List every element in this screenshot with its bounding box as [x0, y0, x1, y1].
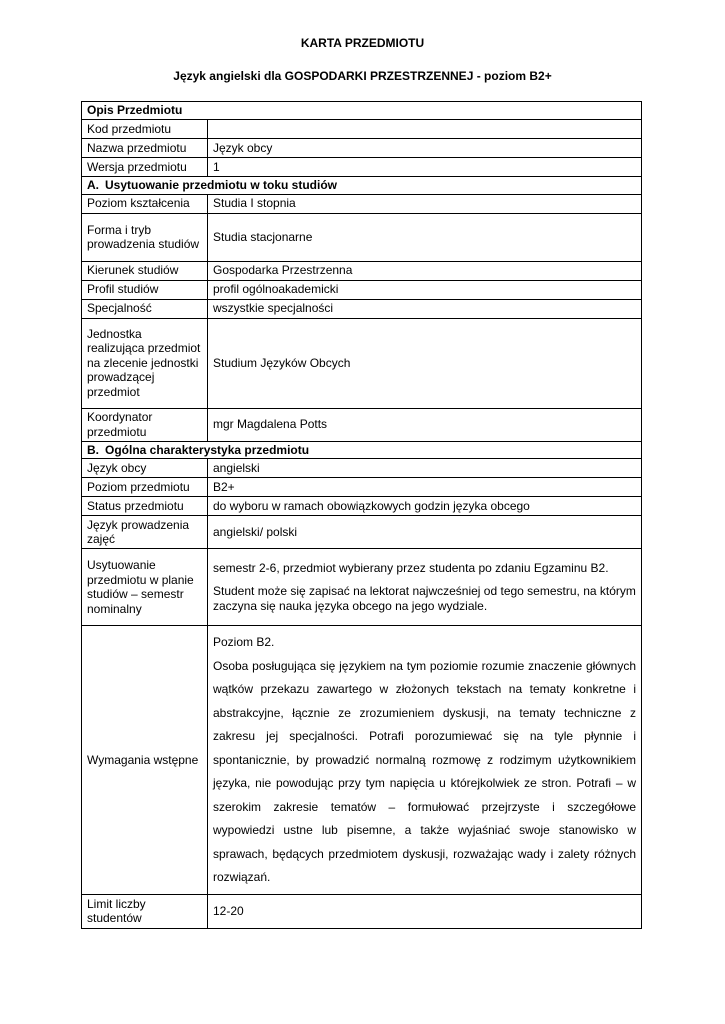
- row-label: Koordynator przedmiotu: [82, 408, 208, 441]
- table-row: [82, 261, 642, 280]
- row-value: do wyboru w ramach obowiązkowych godzin języka obcego: [208, 497, 642, 516]
- table-row: [82, 158, 642, 177]
- table-row: [82, 497, 642, 516]
- row-value: mgr Magdalena Potts: [208, 408, 642, 441]
- requirements-text: Osoba posługująca się językiem na tym poziomie rozumie znaczenie głównych wątków przekazu zawartego w złożonych tekstach na tematy konkretne i abstrakcyjne, łącznie ze zrozumieniem dyskusji, na tematy techniczne z zakresu jej specjalności. Potrafi porozumiewać się na tyle płynnie i spontanicznie, by prowadzić normalną rozmowę z rodzimym użytkownikiem języka, nie powodując przy tym napięcia u którejkolwiek ze stron. Potrafi – w szerokim zakresie tematów – formułować przejrzyste i szczegółowe wypowiedzi ustne lub pisemne, a także wyjaśniać swoje stanowisko w sprawach, będących przedmiotem dyskusji, rozważając wady i zalety różnych rozwiązań.: [213, 658, 636, 884]
- placement-value: [208, 549, 642, 626]
- table-row: [82, 194, 642, 213]
- section-b-letter: B.: [87, 442, 99, 457]
- description-header-row: [82, 102, 642, 120]
- row-label: Specjalność: [82, 299, 208, 318]
- placement-row: [82, 549, 642, 626]
- subject-card-table: [81, 101, 642, 929]
- row-label: Limit liczby studentów: [82, 894, 208, 928]
- table-row: [82, 478, 642, 497]
- table-row: [82, 516, 642, 549]
- section-b-header: [82, 441, 642, 459]
- row-value: angielski/ polski: [208, 516, 642, 549]
- row-value: wszystkie specjalności: [208, 299, 642, 318]
- document-title: KARTA PRZEDMIOTU: [300, 36, 425, 50]
- row-value: 12-20: [208, 894, 642, 928]
- row-value: Gospodarka Przestrzenna: [208, 261, 642, 280]
- table-row: [82, 139, 642, 158]
- row-label: Jednostka realizująca przedmiot na zlecenie jednostki prowadzącej przedmiot: [82, 318, 208, 408]
- table-row: [82, 894, 642, 928]
- section-a-header: [82, 177, 642, 195]
- row-label: Wersja przedmiotu: [82, 158, 208, 177]
- section-a-header-row: [82, 177, 642, 195]
- description-header: Opis Przedmiotu: [82, 102, 642, 120]
- row-value: [208, 120, 642, 139]
- table-row: [82, 459, 642, 478]
- row-value: Studia stacjonarne: [208, 213, 642, 261]
- row-label: Profil studiów: [82, 280, 208, 299]
- placement-paragraph-2: Student może się zapisać na lektorat najwcześniej od tego semestru, na którym zaczyna się nauka języka obcego na jego wydziale.: [213, 584, 636, 613]
- row-value: Język obcy: [208, 139, 642, 158]
- row-value: Studia I stopnia: [208, 194, 642, 213]
- table-row: [82, 213, 642, 261]
- row-value: angielski: [208, 459, 642, 478]
- table-row: [82, 408, 642, 441]
- row-label: Forma i tryb prowadzenia studiów: [82, 213, 208, 261]
- row-label: Poziom kształcenia: [82, 194, 208, 213]
- table-row: [82, 299, 642, 318]
- document-subtitle: Język angielski dla GOSPODARKI PRZESTRZENNEJ - poziom B2+: [173, 69, 552, 83]
- requirements-value: [208, 626, 642, 895]
- placement-paragraph-1: semestr 2-6, przedmiot wybierany przez studenta po zdaniu Egzaminu B2.: [213, 560, 609, 575]
- table-row: [82, 120, 642, 139]
- row-value: B2+: [208, 478, 642, 497]
- row-value: Studium Języków Obcych: [208, 318, 642, 408]
- row-label: Język obcy: [82, 459, 208, 478]
- row-label: Język prowadzenia zajęć: [82, 516, 208, 549]
- row-label: Wymagania wstępne: [82, 626, 208, 895]
- requirements-level: Poziom B2.: [213, 635, 275, 649]
- row-label: Status przedmiotu: [82, 497, 208, 516]
- section-b-header-row: [82, 441, 642, 459]
- row-label: Kierunek studiów: [82, 261, 208, 280]
- requirements-row: [82, 626, 642, 895]
- section-a-letter: A.: [87, 178, 99, 192]
- row-label: Poziom przedmiotu: [82, 478, 208, 497]
- section-b-title: Ogólna charakterystyka przedmiotu: [105, 442, 310, 457]
- row-value: profil ogólnoakademicki: [208, 280, 642, 299]
- row-label: Usytuowanie przedmiotu w planie studiów – semestr nominalny: [82, 549, 208, 626]
- table-row: [82, 318, 642, 408]
- row-label: Kod przedmiotu: [82, 120, 208, 139]
- row-label: Nazwa przedmiotu: [82, 139, 208, 158]
- section-a-title: Usytuowanie przedmiotu w toku studiów: [105, 178, 338, 192]
- table-row: [82, 280, 642, 299]
- row-value: 1: [208, 158, 642, 177]
